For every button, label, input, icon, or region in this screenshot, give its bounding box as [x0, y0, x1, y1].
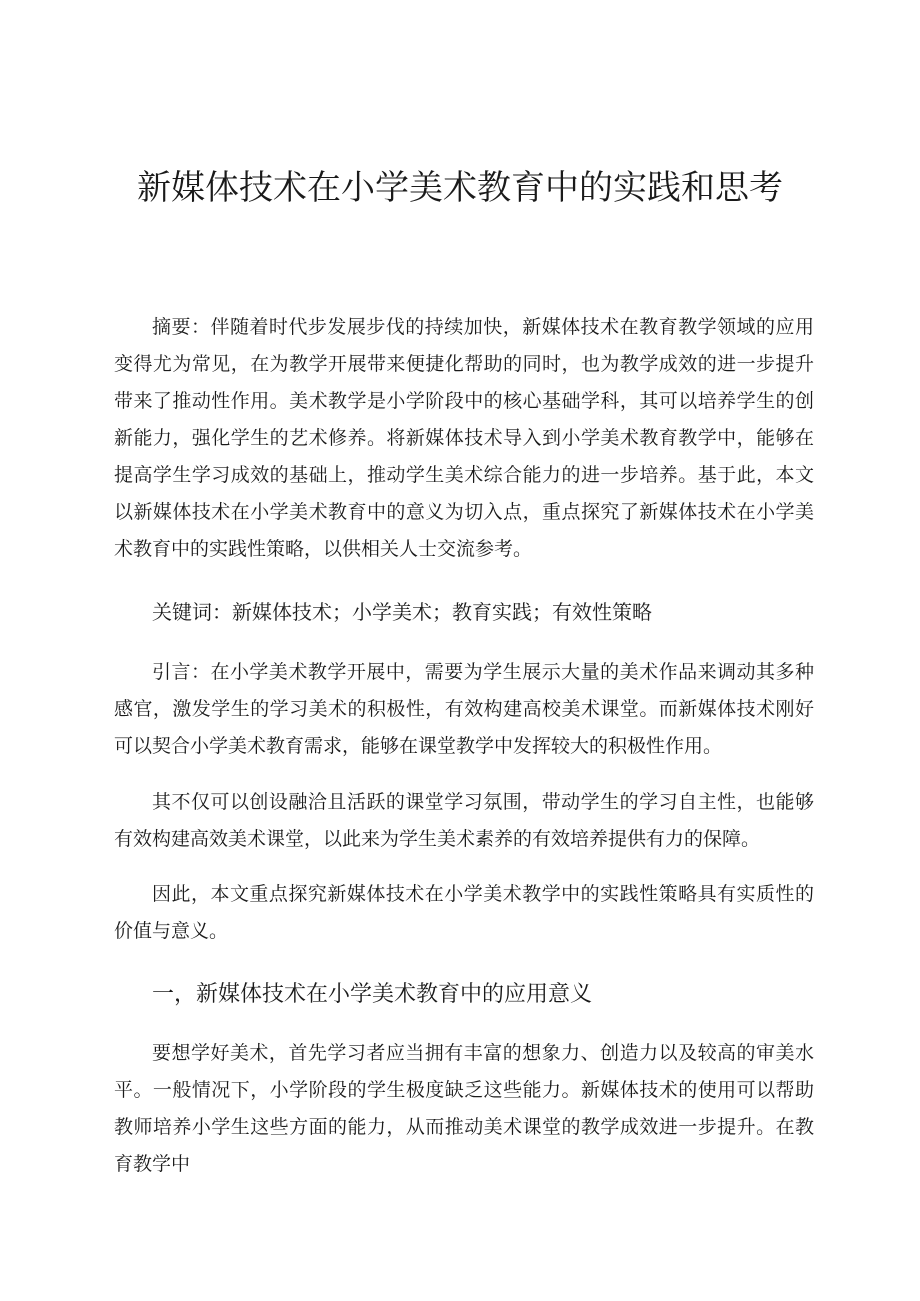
- intro-paragraph-2: 其不仅可以创设融洽且活跃的课堂学习氛围，带动学生的学习自主性，也能够有效构建高效美术课堂，以此来为学生美术素养的有效培养提供有力的保障。: [114, 791, 814, 850]
- section-1-heading: 一，新媒体技术在小学美术教育中的应用意义: [152, 982, 593, 1007]
- keywords-paragraph: 关键词：新媒体技术；小学美术；教育实践；有效性策略: [152, 600, 652, 624]
- document-title: 新媒体技术在小学美术教育中的实践和思考: [137, 168, 783, 208]
- section-1-body-paragraph: 要想学好美术，首先学习者应当拥有丰富的想象力、创造力以及较高的审美水平。一般情况下，小学阶段的学生极度缺乏这些能力。新媒体技术的使用可以帮助教师培养小学生这些方面的能力，从而推动美术课堂的教学成效进一步提升。在教育教学中: [114, 1042, 814, 1175]
- intro-paragraph-1: 引言：在小学美术教学开展中，需要为学生展示大量的美术作品来调动其多种感官，激发学生的学习美术的积极性，有效构建高校美术课堂。而新媒体技术刚好可以契合小学美术教育需求，能够在课堂教学中发挥较大的积极性作用。: [114, 661, 814, 757]
- intro-paragraph-3: 因此，本文重点探究新媒体技术在小学美术教学中的实践性策略具有实质性的价值与意义。: [114, 883, 814, 942]
- abstract-paragraph: 摘要：伴随着时代步发展步伐的持续加快，新媒体技术在教育教学领域的应用变得尤为常见，在为教学开展带来便捷化帮助的同时，也为教学成效的进一步提升带来了推动性作用。美术教学是小学阶段中的核心基础学科，其可以培养学生的创新能力，强化学生的艺术修养。将新媒体技术导入到小学美术教育教学中，能够在提高学生学习成效的基础上，推动学生美术综合能力的进一步培养。基于此，本文以新媒体技术在小学美术教育中的意义为切入点，重点探究了新媒体技术在小学美术教育中的实践性策略，以供相关人士交流参考。: [114, 316, 814, 560]
